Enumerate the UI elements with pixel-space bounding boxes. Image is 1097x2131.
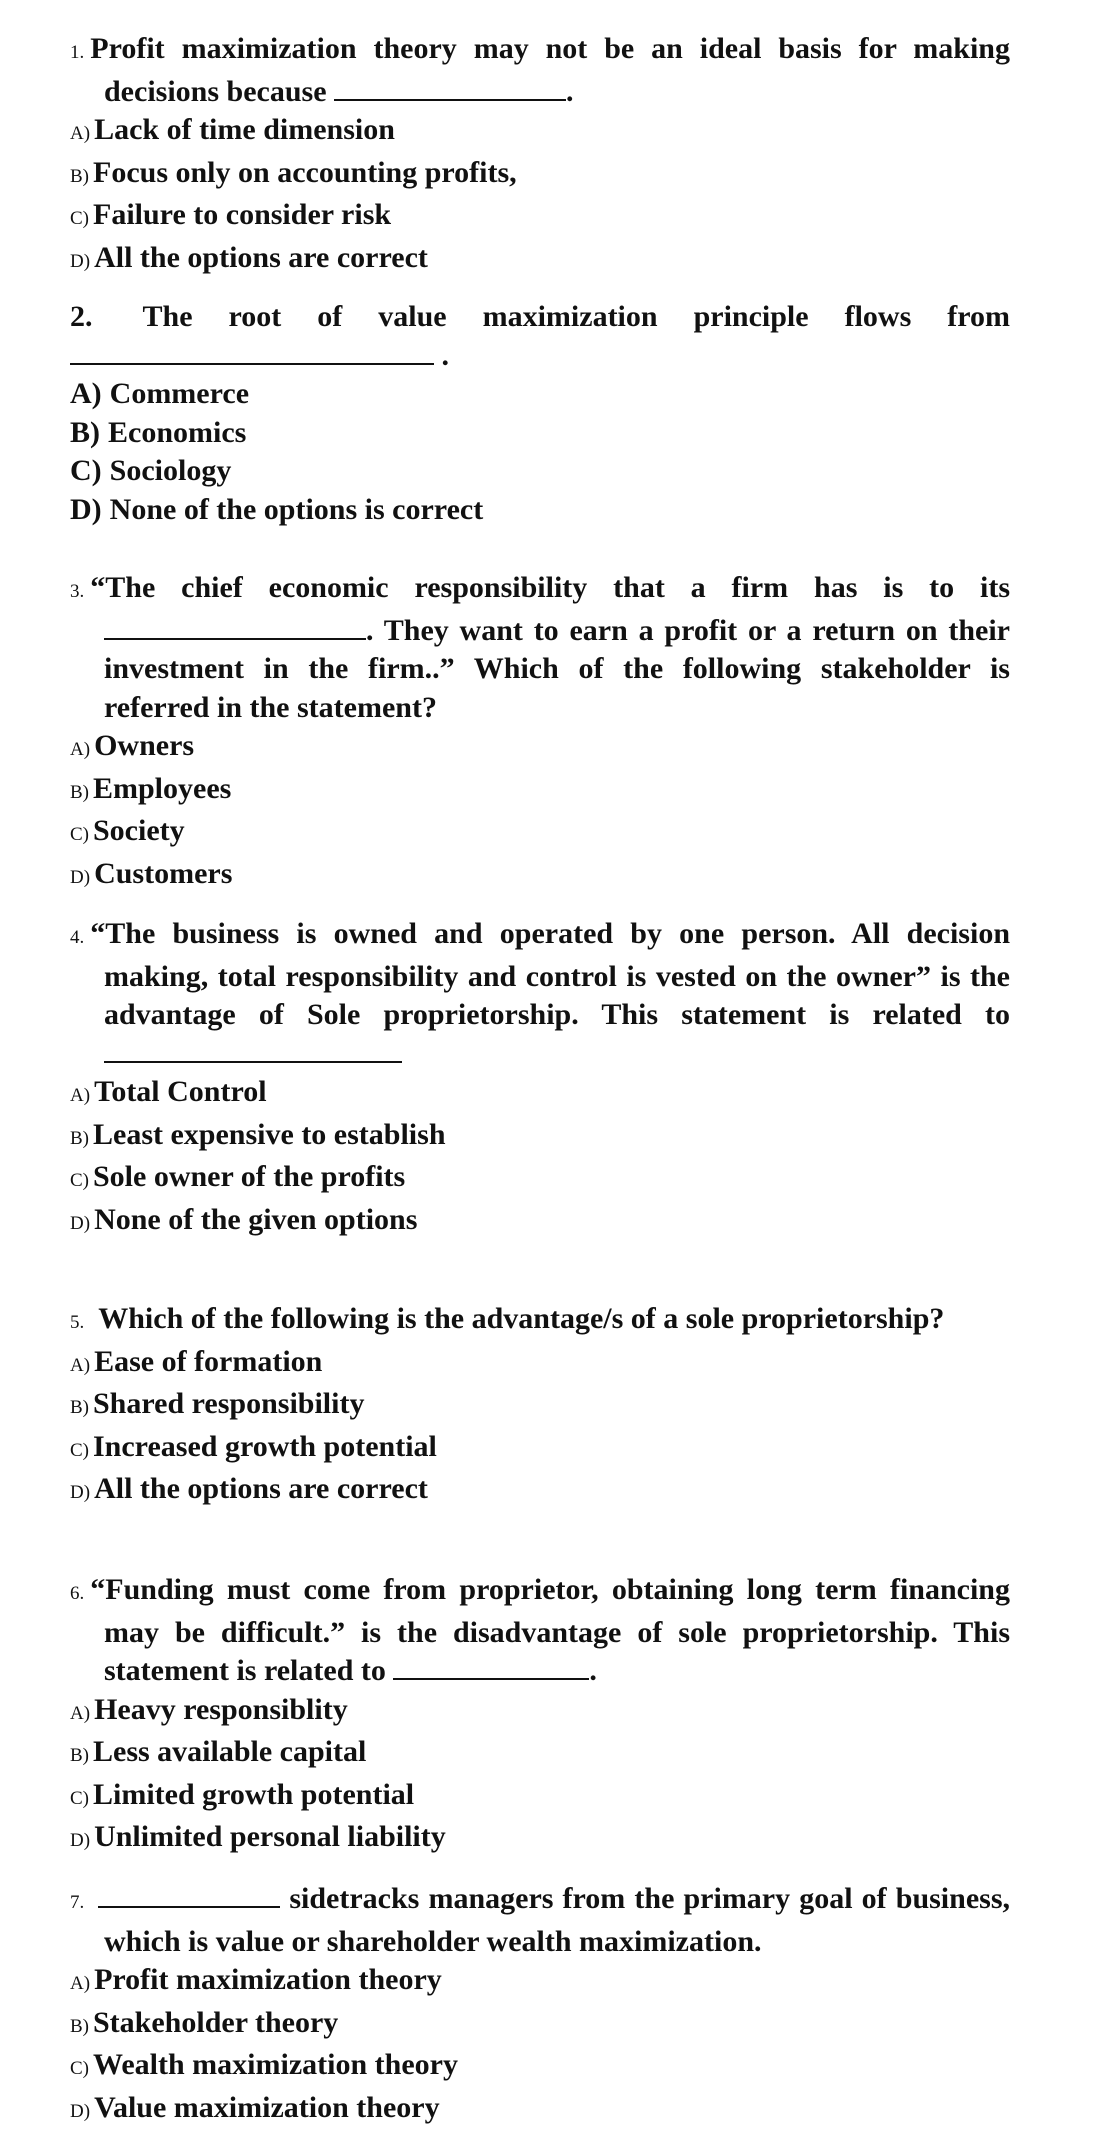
question-number: 7. bbox=[70, 1892, 84, 1913]
option-label: B) bbox=[70, 1745, 89, 1766]
option-a bbox=[70, 727, 1010, 770]
option-b bbox=[70, 770, 1010, 813]
option-c bbox=[70, 1428, 1010, 1471]
question-6 bbox=[70, 1571, 1010, 1861]
option-label: A) bbox=[70, 1703, 90, 1724]
option-c bbox=[70, 812, 1010, 855]
option-text: Value maximization theory bbox=[94, 2091, 440, 2124]
question-4 bbox=[70, 915, 1010, 1243]
option-text: Least expensive to establish bbox=[93, 1118, 446, 1151]
option-text: Total Control bbox=[94, 1075, 267, 1108]
option-label: A) bbox=[70, 1085, 90, 1106]
question-number: 3. bbox=[70, 581, 84, 602]
option-label: C) bbox=[70, 824, 89, 845]
option-a bbox=[70, 1073, 1010, 1116]
option-text: Increased growth potential bbox=[93, 1430, 437, 1463]
option-label: A) bbox=[70, 123, 90, 144]
option-text: Heavy responsiblity bbox=[94, 1693, 348, 1726]
option-label: C) bbox=[70, 208, 89, 229]
option-c bbox=[70, 1158, 1010, 1201]
options-list bbox=[70, 375, 1010, 529]
option-label: C) bbox=[70, 454, 102, 487]
option-label: B) bbox=[70, 166, 89, 187]
question-stem: 2. The root of value maximization principle flows from bbox=[70, 298, 1010, 337]
options-list bbox=[70, 1073, 1010, 1243]
question-stem: 5. Which of the following is the advantage/s of a sole proprietorship? bbox=[70, 1300, 1010, 1343]
option-text: Employees bbox=[93, 772, 231, 805]
option-b bbox=[70, 1385, 1010, 1428]
option-a bbox=[70, 111, 1010, 154]
option-b bbox=[70, 414, 1010, 453]
option-label: D) bbox=[70, 493, 102, 526]
options-list bbox=[70, 111, 1010, 281]
option-label: C) bbox=[70, 1788, 89, 1809]
option-d bbox=[70, 491, 1010, 530]
option-a bbox=[70, 1691, 1010, 1734]
option-text: None of the given options bbox=[94, 1203, 417, 1236]
question-stem: 1. Profit maximization theory may not be an ideal basis for making decisions because . bbox=[70, 30, 1010, 111]
option-text: Limited growth potential bbox=[93, 1778, 414, 1811]
question-stem: 7. sidetracks managers from the primary goal of business, which is value or shareholder wealth maximization. bbox=[70, 1880, 1010, 1961]
option-label: D) bbox=[70, 1830, 90, 1851]
option-b bbox=[70, 1116, 1010, 1159]
options-list bbox=[70, 1961, 1010, 2131]
option-text: Owners bbox=[94, 729, 194, 762]
question-2: 2. The root of value maximization principle flows from . A) Commerce B) Economics C) Sociology D) None of the options is correct bbox=[70, 298, 1010, 529]
option-text: Stakeholder theory bbox=[93, 2006, 338, 2039]
option-label: A) bbox=[70, 1355, 90, 1376]
option-text: Unlimited personal liability bbox=[94, 1820, 446, 1853]
option-b bbox=[70, 1733, 1010, 1776]
option-d bbox=[70, 1470, 1010, 1513]
option-text: Society bbox=[93, 814, 185, 847]
question-5 bbox=[70, 1300, 1010, 1513]
option-text: Shared responsibility bbox=[93, 1387, 364, 1420]
option-text: None of the options is correct bbox=[110, 493, 484, 526]
option-label: D) bbox=[70, 251, 90, 272]
option-text: Wealth maximization theory bbox=[93, 2048, 458, 2081]
option-text: Failure to consider risk bbox=[93, 198, 391, 231]
option-b bbox=[70, 154, 1010, 197]
option-label: B) bbox=[70, 782, 89, 803]
option-text: All the options are correct bbox=[94, 241, 428, 274]
option-text: Focus only on accounting profits, bbox=[93, 156, 517, 189]
option-text: Profit maximization theory bbox=[94, 1963, 442, 1996]
option-label: A) bbox=[70, 377, 102, 410]
answer-blank bbox=[70, 341, 434, 365]
option-c bbox=[70, 196, 1010, 239]
option-text: Ease of formation bbox=[94, 1345, 322, 1378]
question-1 bbox=[70, 30, 1010, 281]
question-3 bbox=[70, 569, 1010, 897]
option-label: B) bbox=[70, 2016, 89, 2037]
answer-blank bbox=[104, 616, 366, 640]
option-d bbox=[70, 855, 1010, 898]
option-d bbox=[70, 1201, 1010, 1244]
option-c bbox=[70, 452, 1010, 491]
question-7 bbox=[70, 1880, 1010, 2131]
option-b bbox=[70, 2004, 1010, 2047]
option-d bbox=[70, 239, 1010, 282]
question-stem: 3. “The chief economic responsibility that a firm has is to its . They want to earn a profit or a return on their investment in the firm..” Which of the following stakeholder is referred in the statement? bbox=[70, 569, 1010, 727]
option-text: Sociology bbox=[110, 454, 232, 487]
option-text: Lack of time dimension bbox=[94, 113, 395, 146]
option-text: All the options are correct bbox=[94, 1472, 428, 1505]
answer-blank bbox=[393, 1656, 589, 1680]
option-label: B) bbox=[70, 416, 100, 449]
option-label: D) bbox=[70, 2101, 90, 2122]
question-number: 6. bbox=[70, 1583, 84, 1604]
option-label: D) bbox=[70, 1213, 90, 1234]
option-c bbox=[70, 2046, 1010, 2089]
option-text: Sole owner of the profits bbox=[93, 1160, 405, 1193]
options-list bbox=[70, 1343, 1010, 1513]
answer-blank bbox=[98, 1884, 280, 1908]
option-text: Commerce bbox=[110, 377, 249, 410]
question-number: 1. bbox=[70, 42, 84, 63]
options-list bbox=[70, 1691, 1010, 1861]
question-stem: 4. “The business is owned and operated by one person. All decision making, total responsibility and control is vested on the owner” is the advantage of Sole proprietorship. This statement is related to bbox=[70, 915, 1010, 1073]
question-number: 4. bbox=[70, 927, 84, 948]
option-label: A) bbox=[70, 739, 90, 760]
option-c bbox=[70, 1776, 1010, 1819]
answer-blank bbox=[104, 1039, 402, 1063]
option-label: D) bbox=[70, 867, 90, 888]
option-a bbox=[70, 1343, 1010, 1386]
option-text: Economics bbox=[108, 416, 246, 449]
option-label: C) bbox=[70, 1440, 89, 1461]
answer-blank bbox=[334, 77, 566, 101]
option-label: C) bbox=[70, 2058, 89, 2079]
option-text: Less available capital bbox=[93, 1735, 366, 1768]
options-list bbox=[70, 727, 1010, 897]
option-label: D) bbox=[70, 1482, 90, 1503]
question-number: 5. bbox=[70, 1312, 84, 1333]
option-label: B) bbox=[70, 1128, 89, 1149]
option-label: C) bbox=[70, 1170, 89, 1191]
option-a bbox=[70, 375, 1010, 414]
option-text: Customers bbox=[94, 857, 232, 890]
question-number: 2. bbox=[70, 300, 93, 333]
option-label: A) bbox=[70, 1973, 90, 1994]
option-d bbox=[70, 1818, 1010, 1861]
option-a bbox=[70, 1961, 1010, 2004]
question-stem: 6. “Funding must come from proprietor, obtaining long term financing may be difficult.” is the disadvantage of sole proprietorship. This statement is related to . bbox=[70, 1571, 1010, 1691]
option-label: B) bbox=[70, 1397, 89, 1418]
